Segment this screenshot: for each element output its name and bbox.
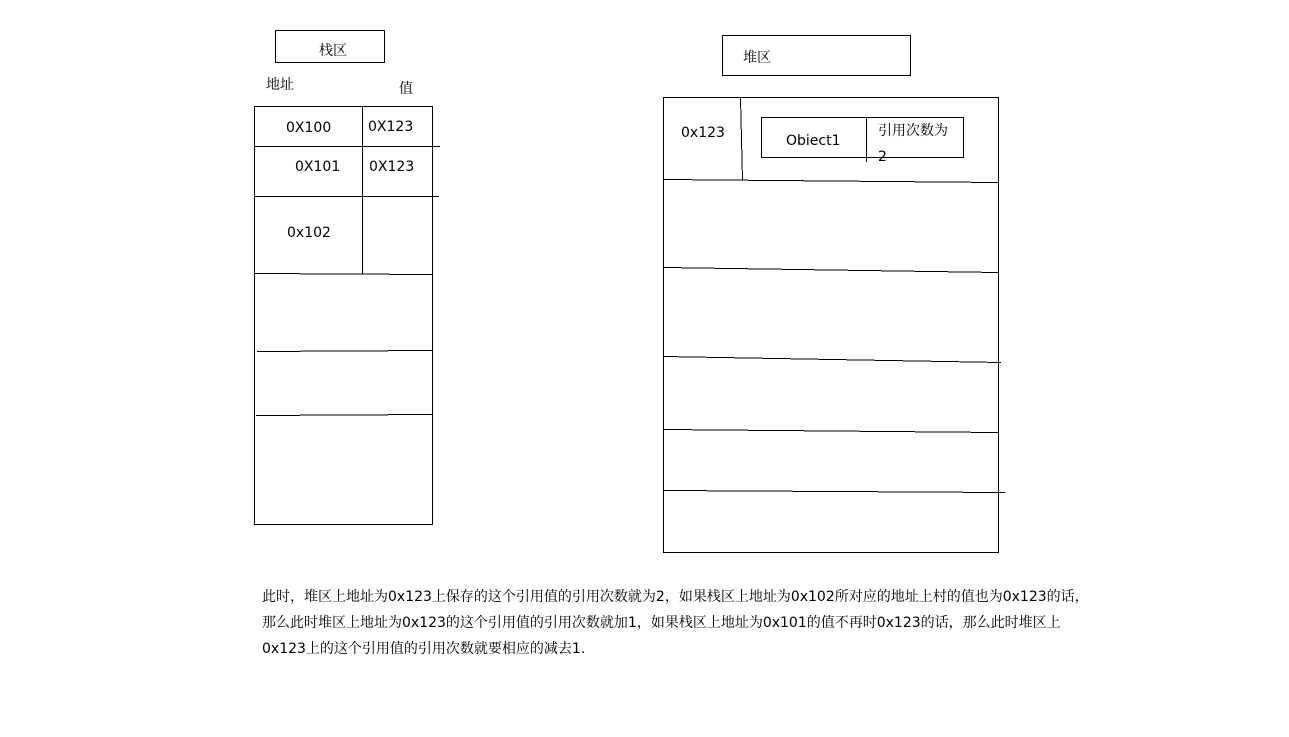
explanation-note xyxy=(262,584,1162,662)
stack-row-line xyxy=(255,274,433,275)
stack-row-line xyxy=(257,351,432,352)
explanation-line: 0x123上的这个引用值的引用次数就要相应的减去1. xyxy=(262,641,586,657)
explanation-line: 那么此时堆区上地址为0x123的这个引用值的引用次数就加1，如果栈区上地址为0x101的值不再时0x123的话，那么此时堆区上 xyxy=(262,615,1061,631)
heap-title: 堆区 xyxy=(743,50,771,66)
heap-row-line xyxy=(664,430,998,433)
heap-row-line xyxy=(664,180,998,183)
stack-row-address: 0x102 xyxy=(287,225,331,241)
explanation-line: 此时，堆区上地址为0x123上保存的这个引用值的引用次数就为2，如果栈区上地址为0x102所对应的地址上村的值也为0x123的话， xyxy=(262,589,1089,605)
stack-value-header: 值 xyxy=(399,81,413,97)
ref-count-label: 引用次数为 xyxy=(878,123,948,139)
heap-address: 0x123 xyxy=(681,125,725,141)
object-name: Obiect1 xyxy=(786,133,841,149)
heap-column-line xyxy=(741,98,743,180)
stack-title: 栈区 xyxy=(319,43,347,59)
stack-row-value: 0X123 xyxy=(369,159,415,175)
stack-row-value: 0X123 xyxy=(368,119,414,135)
heap-table-border xyxy=(664,98,999,553)
ref-count-value: 2 xyxy=(878,149,887,165)
heap-row-line xyxy=(664,357,1001,363)
stack-row-address: 0X100 xyxy=(286,120,332,136)
stack-row-line xyxy=(256,415,432,416)
stack-address-header: 地址 xyxy=(266,77,294,93)
stack-row-address: 0X101 xyxy=(295,159,341,175)
heap-row-line xyxy=(664,491,1005,493)
heap-row-line xyxy=(664,268,998,273)
